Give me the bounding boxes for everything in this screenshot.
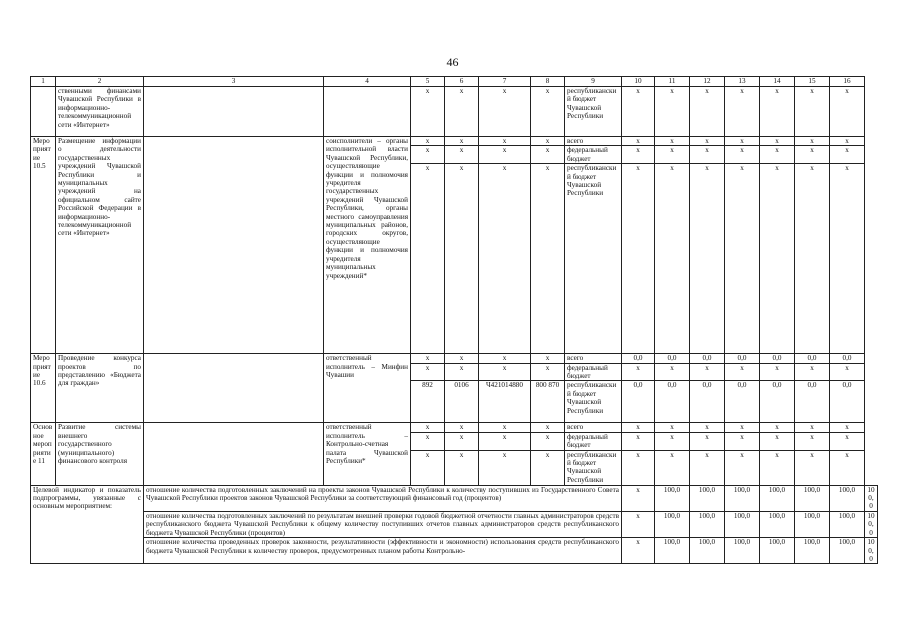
- value-cell: 100,0: [865, 485, 878, 511]
- funding-source: всего: [565, 354, 622, 363]
- header-cell: 1: [31, 77, 56, 87]
- x-cell: x: [830, 423, 865, 432]
- x-cell: x: [622, 450, 655, 485]
- x-cell: x: [445, 363, 479, 381]
- x-cell: x: [445, 87, 479, 137]
- x-cell: x: [411, 164, 445, 354]
- x-cell: x: [760, 146, 795, 164]
- funding-source: республиканский бюджет Чувашской Республики: [565, 381, 622, 423]
- x-cell: x: [531, 450, 565, 485]
- x-cell: x: [690, 432, 725, 450]
- header-cell: 6: [445, 77, 479, 87]
- x-cell: x: [655, 450, 690, 485]
- cell: [31, 87, 56, 137]
- x-cell: x: [655, 363, 690, 381]
- x-cell: x: [531, 87, 565, 137]
- funding-source: федеральный бюджет: [565, 146, 622, 164]
- x-cell: x: [690, 146, 725, 164]
- x-cell: x: [760, 450, 795, 485]
- x-cell: x: [795, 146, 830, 164]
- x-cell: x: [411, 87, 445, 137]
- x-cell: x: [479, 146, 531, 164]
- header-cell: 16: [830, 77, 865, 87]
- value-cell: 0,0: [622, 354, 655, 363]
- table-row: [31, 538, 878, 564]
- x-cell: x: [760, 423, 795, 432]
- x-cell: x: [655, 137, 690, 146]
- value-cell: 100,0: [725, 485, 760, 511]
- event-name: ственными финансами Чувашской Республики в информационно-телекоммуникационной сети «Интернет»: [56, 87, 144, 137]
- executor: ответственный исполнитель – Контрольно-счетная палата Чувашской Республики*: [324, 423, 411, 485]
- x-cell: x: [795, 137, 830, 146]
- value-cell: 0,0: [725, 381, 760, 423]
- value-cell: 100,0: [655, 511, 690, 537]
- x-cell: x: [830, 146, 865, 164]
- header-cell: 13: [725, 77, 760, 87]
- x-cell: x: [690, 164, 725, 354]
- funding-source: всего: [565, 423, 622, 432]
- table-row: [31, 423, 878, 432]
- x-cell: x: [690, 423, 725, 432]
- x-cell: x: [655, 164, 690, 354]
- x-cell: x: [531, 363, 565, 381]
- header-cell: 14: [760, 77, 795, 87]
- x-cell: x: [622, 164, 655, 354]
- x-cell: x: [725, 432, 760, 450]
- cell: [144, 423, 324, 485]
- x-cell: x: [622, 363, 655, 381]
- x-cell: x: [479, 137, 531, 146]
- value-cell: 0,0: [725, 354, 760, 363]
- code-cell: Ч421014880: [479, 381, 531, 423]
- x-cell: x: [622, 423, 655, 432]
- cell: [144, 137, 324, 354]
- x-cell: x: [411, 354, 445, 363]
- table-row: [31, 354, 878, 363]
- code-cell: 892: [411, 381, 445, 423]
- x-cell: x: [411, 450, 445, 485]
- x-cell: x: [479, 450, 531, 485]
- x-cell: x: [531, 137, 565, 146]
- x-cell: x: [445, 432, 479, 450]
- x-cell: x: [622, 137, 655, 146]
- value-cell: 0,0: [622, 381, 655, 423]
- value-cell: 0,0: [690, 381, 725, 423]
- x-cell: x: [531, 164, 565, 354]
- value-cell: 100,0: [830, 511, 865, 537]
- value-cell: 100,0: [760, 538, 795, 564]
- x-cell: x: [622, 432, 655, 450]
- x-cell: x: [411, 363, 445, 381]
- x-cell: x: [622, 87, 655, 137]
- x-cell: x: [725, 423, 760, 432]
- table-row: [31, 87, 878, 137]
- value-cell: 0,0: [655, 381, 690, 423]
- header-cell: 12: [690, 77, 725, 87]
- x-cell: x: [479, 87, 531, 137]
- header-cell: 2: [56, 77, 144, 87]
- value-cell: 100,0: [655, 538, 690, 564]
- x-cell: x: [690, 450, 725, 485]
- x-cell: x: [411, 423, 445, 432]
- header-cell: 10: [622, 77, 655, 87]
- header-cell: 3: [144, 77, 324, 87]
- event-name: Размещение информации о деятельности государственных учреждений Чувашской Республики и муниципальных учреждений на официальном сайте Российской Федерации в информационно-телекоммуникационной сети «Интернет»: [56, 137, 144, 354]
- x-cell: x: [760, 363, 795, 381]
- x-cell: x: [830, 450, 865, 485]
- x-cell: x: [655, 432, 690, 450]
- x-cell: x: [655, 423, 690, 432]
- table-row: [31, 511, 878, 537]
- x-cell: x: [411, 137, 445, 146]
- funding-source: всего: [565, 137, 622, 146]
- x-cell: x: [655, 87, 690, 137]
- executor: ответственный исполнитель – Минфин Чувашии: [324, 354, 411, 423]
- value-cell: 100,0: [690, 538, 725, 564]
- x-cell: x: [479, 432, 531, 450]
- header-cell: 4: [324, 77, 411, 87]
- event-name: Проведение конкурса проектов по представлению «Бюджета для граждан»: [56, 354, 144, 423]
- funding-source: федеральный бюджет: [565, 432, 622, 450]
- x-cell: x: [479, 423, 531, 432]
- x-cell: x: [531, 432, 565, 450]
- x-cell: x: [411, 432, 445, 450]
- x-cell: x: [830, 363, 865, 381]
- x-cell: x: [690, 87, 725, 137]
- table-row: [31, 137, 878, 146]
- x-cell: x: [795, 164, 830, 354]
- x-cell: x: [445, 137, 479, 146]
- x-cell: x: [830, 137, 865, 146]
- value-cell: 100,0: [795, 511, 830, 537]
- x-cell: x: [795, 432, 830, 450]
- value-cell: 0,0: [760, 354, 795, 363]
- table-row: [31, 485, 878, 511]
- funding-source: республиканский бюджет Чувашской Республики: [565, 164, 622, 354]
- x-cell: x: [795, 87, 830, 137]
- x-cell: x: [830, 432, 865, 450]
- x-cell: x: [830, 87, 865, 137]
- x-cell: x: [690, 137, 725, 146]
- x-cell: x: [760, 432, 795, 450]
- value-cell: 100,0: [830, 485, 865, 511]
- x-cell: x: [725, 164, 760, 354]
- x-cell: x: [479, 354, 531, 363]
- x-cell: x: [760, 137, 795, 146]
- event-id: Основное мероприятие 11: [31, 423, 56, 485]
- value-cell: 100,0: [760, 485, 795, 511]
- x-cell: x: [622, 511, 655, 537]
- x-cell: x: [725, 146, 760, 164]
- page-number: 46: [446, 55, 459, 69]
- x-cell: x: [795, 450, 830, 485]
- value-cell: 0,0: [690, 354, 725, 363]
- cell: [144, 87, 324, 137]
- x-cell: x: [830, 164, 865, 354]
- header-cell: 11: [655, 77, 690, 87]
- x-cell: x: [655, 146, 690, 164]
- x-cell: x: [531, 423, 565, 432]
- x-cell: x: [531, 354, 565, 363]
- x-cell: x: [445, 146, 479, 164]
- x-cell: x: [690, 363, 725, 381]
- value-cell: 0,0: [795, 354, 830, 363]
- x-cell: x: [445, 423, 479, 432]
- value-cell: 0,0: [760, 381, 795, 423]
- funding-source: республиканский бюджет Чувашской Республики: [565, 450, 622, 485]
- x-cell: x: [445, 164, 479, 354]
- value-cell: 100,0: [865, 538, 878, 564]
- value-cell: 100,0: [760, 511, 795, 537]
- value-cell: 100,0: [725, 538, 760, 564]
- budget-table: [30, 76, 878, 564]
- x-cell: x: [760, 87, 795, 137]
- indicator-label: Целевой индикатор и показатель подпрограммы, увязанные с основным мероприятием:: [31, 485, 144, 564]
- x-cell: x: [622, 485, 655, 511]
- value-cell: 0,0: [655, 354, 690, 363]
- value-cell: 0,0: [795, 381, 830, 423]
- value-cell: 100,0: [725, 511, 760, 537]
- funding-source: республиканский бюджет Чувашской Республики: [565, 87, 622, 137]
- funding-source: федеральный бюджет: [565, 363, 622, 381]
- value-cell: 100,0: [690, 511, 725, 537]
- code-cell: 800 870: [531, 381, 565, 423]
- executor: соисполнители – органы исполнительной власти Чувашской Республики, осуществляющие функции и полномочия учредителя государственных учреждений Чувашской Республики, органы местного самоуправления муниципальных районов, городских округов, осуществляющие функции и полномочия учредителя муниципальных учреждений*: [324, 137, 411, 354]
- header-row: [31, 77, 878, 87]
- value-cell: 0,0: [830, 354, 865, 363]
- value-cell: 100,0: [690, 485, 725, 511]
- x-cell: x: [445, 450, 479, 485]
- x-cell: x: [622, 146, 655, 164]
- value-cell: 100,0: [865, 511, 878, 537]
- cell: [324, 87, 411, 137]
- header-cell: 7: [479, 77, 531, 87]
- x-cell: x: [622, 538, 655, 564]
- x-cell: x: [479, 164, 531, 354]
- x-cell: x: [795, 423, 830, 432]
- value-cell: 100,0: [795, 485, 830, 511]
- x-cell: x: [725, 363, 760, 381]
- x-cell: x: [795, 363, 830, 381]
- value-cell: 100,0: [830, 538, 865, 564]
- x-cell: x: [725, 87, 760, 137]
- value-cell: 0,0: [830, 381, 865, 423]
- x-cell: x: [725, 137, 760, 146]
- code-cell: 0106: [445, 381, 479, 423]
- x-cell: x: [531, 146, 565, 164]
- x-cell: x: [479, 363, 531, 381]
- header-cell: 8: [531, 77, 565, 87]
- event-name: Развитие системы внешнего государственного (муниципального) финансового контроля: [56, 423, 144, 485]
- indicator-text: отношение количества проведенных проверок законности, результативности (эффективности и экономности) использования средств республиканского бюджета Чувашской Республики к количеству проверок, предусмотренных планом работы Контрольно-: [144, 538, 622, 564]
- x-cell: x: [760, 164, 795, 354]
- x-cell: x: [445, 354, 479, 363]
- value-cell: 100,0: [655, 485, 690, 511]
- value-cell: 100,0: [795, 538, 830, 564]
- indicator-text: отношение количества подготовленных заключений по результатам внешней проверки годовой бюджетной отчетности главных администраторов средств республиканского бюджета Чувашской Республики к общему количеству поступивших отчетов главных администраторов средств республиканского бюджета Чувашской Республики (процентов): [144, 511, 622, 537]
- cell: [144, 354, 324, 423]
- header-cell: 15: [795, 77, 830, 87]
- event-id: Мероприятие 10.5: [31, 137, 56, 354]
- x-cell: x: [411, 146, 445, 164]
- indicator-text: отношение количества подготовленных заключений на проекты законов Чувашской Республики к количеству поступивших из Государственного Совета Чувашской Республики проектов законов Чувашской Республики за соответствующий финансовый год (процентов): [144, 485, 622, 511]
- event-id: Мероприятие 10.6: [31, 354, 56, 423]
- x-cell: x: [725, 450, 760, 485]
- header-cell: 5: [411, 77, 445, 87]
- header-cell: 9: [565, 77, 622, 87]
